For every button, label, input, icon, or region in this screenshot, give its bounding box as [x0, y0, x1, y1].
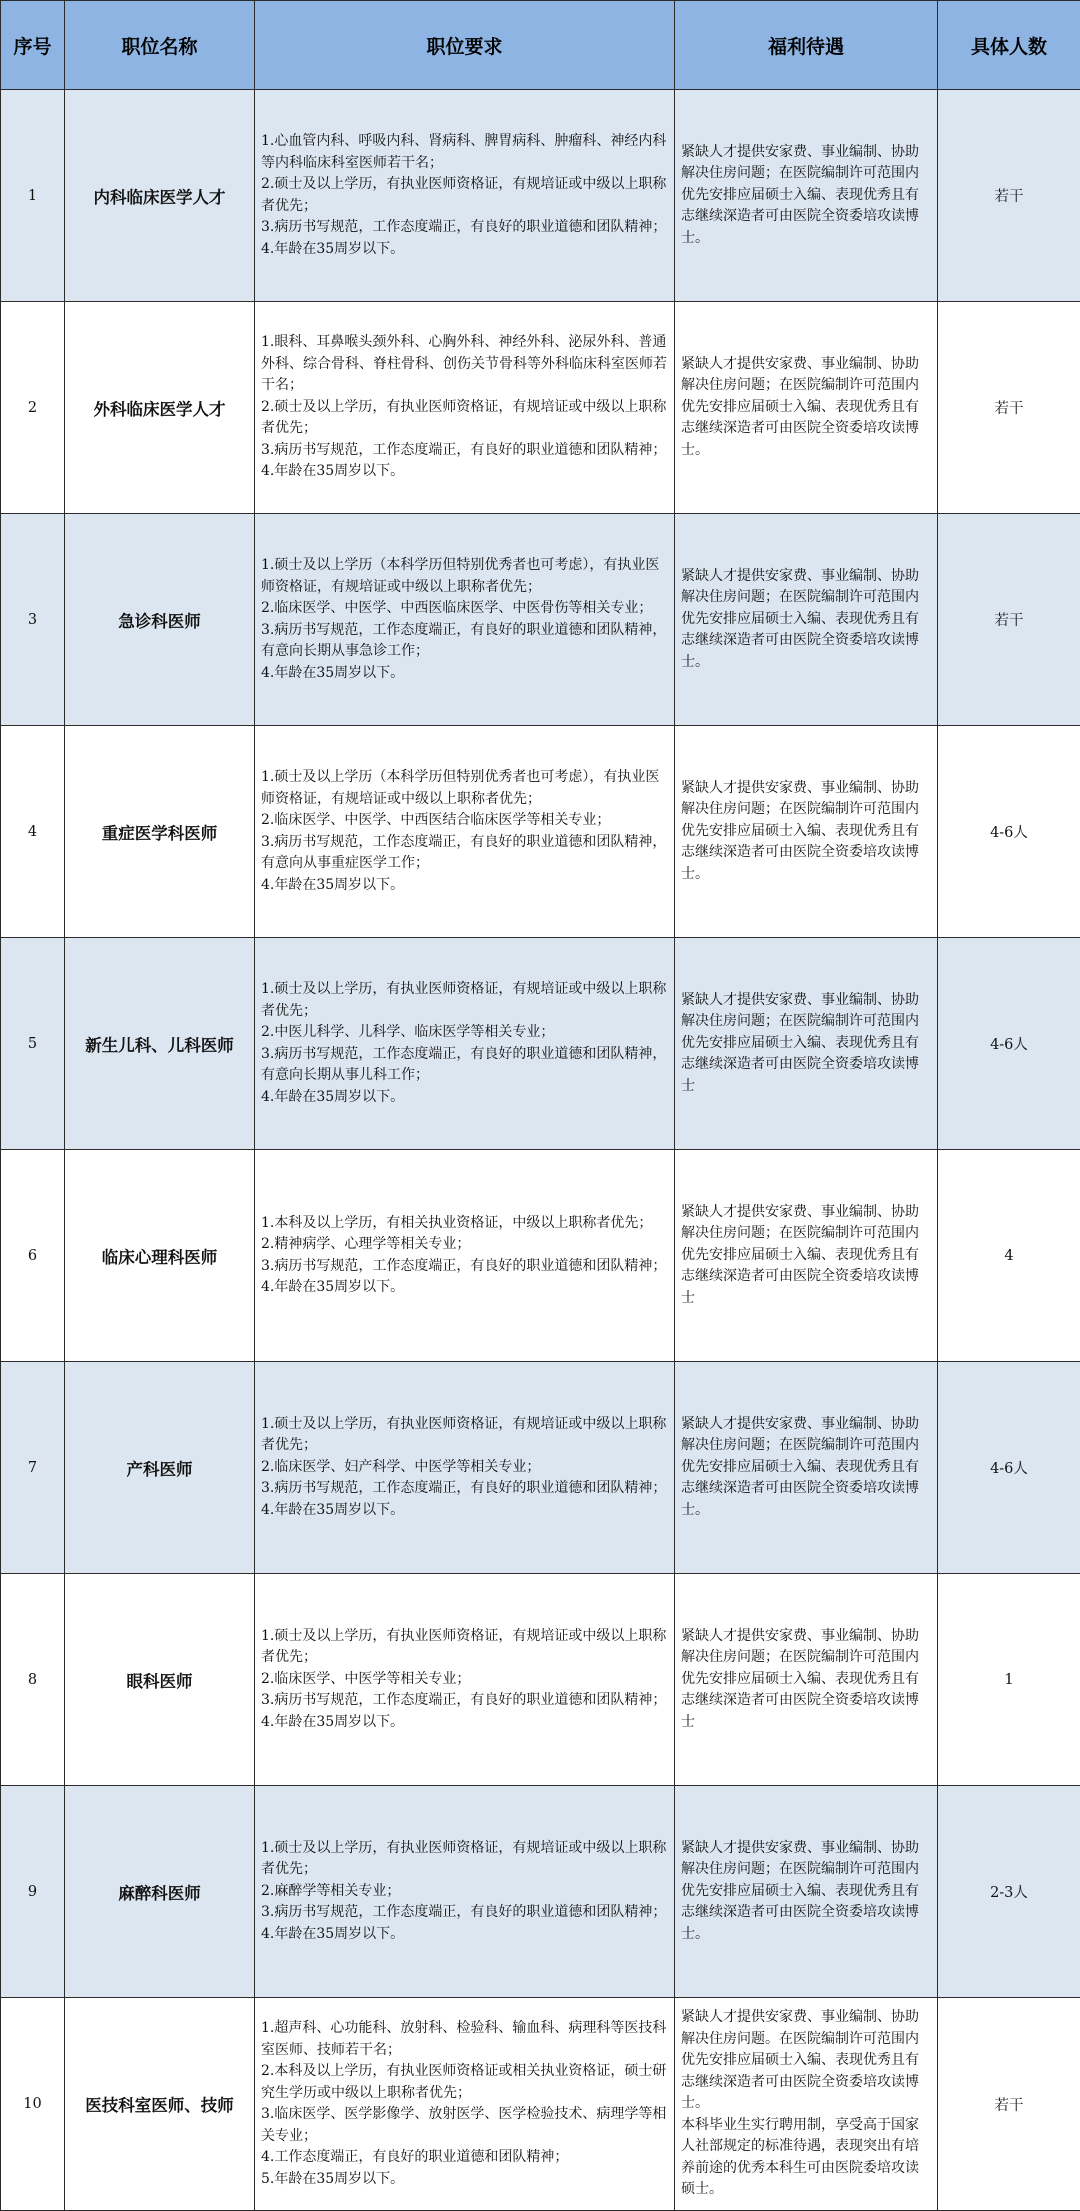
position-count: 4-6人	[938, 1362, 1080, 1574]
header-row	[1, 1, 1080, 90]
position-requirements: 1.本科及以上学历，有相关执业资格证，中级以上职称者优先； 2.精神病学、心理学等相关专业； 3.病历书写规范，工作态度端正，有良好的职业道德和团队精神； 4.年龄在35周岁以下。	[255, 1150, 675, 1362]
table-row	[1, 1362, 1080, 1574]
position-count: 若干	[938, 90, 1080, 302]
position-title: 医技科室医师、技师	[65, 1998, 255, 2211]
table-row	[1, 938, 1080, 1150]
position-title: 外科临床医学人才	[65, 302, 255, 514]
row-number: 7	[1, 1362, 65, 1574]
position-count: 2-3人	[938, 1786, 1080, 1998]
table-row	[1, 1574, 1080, 1786]
header-count: 具体人数	[938, 1, 1080, 90]
position-title: 临床心理科医师	[65, 1150, 255, 1362]
position-requirements: 1.眼科、耳鼻喉头颈外科、心胸外科、神经外科、泌尿外科、普通外科、综合骨科、脊柱骨科、创伤关节骨科等外科临床科室医师若干名； 2.硕士及以上学历，有执业医师资格证，有规培证或中级以上职称者优先； 3.病历书写规范，工作态度端正，有良好的职业道德和团队精神； 4.年龄在35周岁以下。	[255, 302, 675, 514]
position-benefits: 紧缺人才提供安家费、事业编制、协助解决住房问题；在医院编制许可范围内优先安排应届硕士入编、表现优秀且有志继续深造者可由医院全资委培攻读博士。	[675, 302, 938, 514]
row-number: 8	[1, 1574, 65, 1786]
row-number: 2	[1, 302, 65, 514]
position-requirements: 1.硕士及以上学历（本科学历但特别优秀者也可考虑），有执业医师资格证，有规培证或中级以上职称者优先； 2.临床医学、中医学、中西医结合临床医学等相关专业； 3.病历书写规范，工作态度端正，有良好的职业道德和团队精神，有意向从事重症医学工作； 4.年龄在35周岁以下。	[255, 726, 675, 938]
position-count: 4-6人	[938, 938, 1080, 1150]
position-title: 急诊科医师	[65, 514, 255, 726]
position-count: 若干	[938, 1998, 1080, 2211]
position-title: 眼科医师	[65, 1574, 255, 1786]
position-requirements: 1.硕士及以上学历，有执业医师资格证，有规培证或中级以上职称者优先； 2.临床医学、中医学等相关专业； 3.病历书写规范，工作态度端正，有良好的职业道德和团队精神； 4.年龄在35周岁以下。	[255, 1574, 675, 1786]
position-title: 产科医师	[65, 1362, 255, 1574]
table-row	[1, 514, 1080, 726]
row-number: 4	[1, 726, 65, 938]
position-title: 麻醉科医师	[65, 1786, 255, 1998]
position-requirements: 1.硕士及以上学历，有执业医师资格证，有规培证或中级以上职称者优先； 2.临床医学、妇产科学、中医学等相关专业； 3.病历书写规范，工作态度端正，有良好的职业道德和团队精神； 4.年龄在35周岁以下。	[255, 1362, 675, 1574]
table-row	[1, 1150, 1080, 1362]
header-requirements: 职位要求	[255, 1, 675, 90]
header-no: 序号	[1, 1, 65, 90]
position-benefits: 紧缺人才提供安家费、事业编制、协助解决住房问题；在医院编制许可范围内优先安排应届硕士入编、表现优秀且有志继续深造者可由医院全资委培攻读博士	[675, 938, 938, 1150]
row-number: 1	[1, 90, 65, 302]
position-benefits: 紧缺人才提供安家费、事业编制、协助解决住房问题；在医院编制许可范围内优先安排应届硕士入编、表现优秀且有志继续深造者可由医院全资委培攻读博士。	[675, 726, 938, 938]
position-requirements: 1.超声科、心功能科、放射科、检验科、输血科、病理科等医技科室医师、技师若干名； 2.本科及以上学历，有执业医师资格证或相关执业资格证，硕士研究生学历或中级以上职称者优先； 3.临床医学、医学影像学、放射医学、医学检验技术、病理学等相关专业； 4.工作态度端正，有良好的职业道德和团队精神； 5.年龄在35周岁以下。	[255, 1998, 675, 2211]
position-count: 若干	[938, 514, 1080, 726]
row-number: 9	[1, 1786, 65, 1998]
table-row	[1, 1786, 1080, 1998]
table-row	[1, 1998, 1080, 2211]
row-number: 6	[1, 1150, 65, 1362]
position-benefits: 紧缺人才提供安家费、事业编制、协助解决住房问题；在医院编制许可范围内优先安排应届硕士入编、表现优秀且有志继续深造者可由医院全资委培攻读博士	[675, 1574, 938, 1786]
table-row	[1, 302, 1080, 514]
header-title: 职位名称	[65, 1, 255, 90]
position-benefits: 紧缺人才提供安家费、事业编制、协助解决住房问题；在医院编制许可范围内优先安排应届硕士入编、表现优秀且有志继续深造者可由医院全资委培攻读博士。	[675, 514, 938, 726]
position-benefits: 紧缺人才提供安家费、事业编制、协助解决住房问题；在医院编制许可范围内优先安排应届硕士入编、表现优秀且有志继续深造者可由医院全资委培攻读博士。	[675, 1362, 938, 1574]
position-requirements: 1.硕士及以上学历，有执业医师资格证，有规培证或中级以上职称者优先； 2.麻醉学等相关专业； 3.病历书写规范，工作态度端正，有良好的职业道德和团队精神； 4.年龄在35周岁以下。	[255, 1786, 675, 1998]
position-count: 若干	[938, 302, 1080, 514]
table-row	[1, 726, 1080, 938]
position-requirements: 1.硕士及以上学历（本科学历但特别优秀者也可考虑），有执业医师资格证，有规培证或中级以上职称者优先； 2.临床医学、中医学、中西医临床医学、中医骨伤等相关专业； 3.病历书写规范，工作态度端正，有良好的职业道德和团队精神，有意向长期从事急诊工作； 4.年龄在35周岁以下。	[255, 514, 675, 726]
position-benefits: 紧缺人才提供安家费、事业编制、协助解决住房问题；在医院编制许可范围内优先安排应届硕士入编、表现优秀且有志继续深造者可由医院全资委培攻读博士。	[675, 90, 938, 302]
table-row	[1, 90, 1080, 302]
position-title: 新生儿科、儿科医师	[65, 938, 255, 1150]
row-number: 3	[1, 514, 65, 726]
row-number: 5	[1, 938, 65, 1150]
position-title: 重症医学科医师	[65, 726, 255, 938]
position-count: 1	[938, 1574, 1080, 1786]
position-count: 4-6人	[938, 726, 1080, 938]
position-benefits: 紧缺人才提供安家费、事业编制、协助解决住房问题；在医院编制许可范围内优先安排应届硕士入编、表现优秀且有志继续深造者可由医院全资委培攻读博士。	[675, 1786, 938, 1998]
header-benefits: 福利待遇	[675, 1, 938, 90]
position-requirements: 1.心血管内科、呼吸内科、肾病科、脾胃病科、肿瘤科、神经内科等内科临床科室医师若干名； 2.硕士及以上学历，有执业医师资格证，有规培证或中级以上职称者优先； 3.病历书写规范，工作态度端正，有良好的职业道德和团队精神； 4.年龄在35周岁以下。	[255, 90, 675, 302]
position-count: 4	[938, 1150, 1080, 1362]
position-requirements: 1.硕士及以上学历，有执业医师资格证，有规培证或中级以上职称者优先； 2.中医儿科学、儿科学、临床医学等相关专业； 3.病历书写规范，工作态度端正，有良好的职业道德和团队精神，有意向长期从事儿科工作； 4.年龄在35周岁以下。	[255, 938, 675, 1150]
position-benefits: 紧缺人才提供安家费、事业编制、协助解决住房问题。在医院编制许可范围内优先安排应届硕士入编、表现优秀且有志继续深造者可由医院全资委培攻读博士。 本科毕业生实行聘用制，享受高于国家人社部规定的标准待遇，表现突出有培养前途的优秀本科生可由医院委培攻读硕士。	[675, 1998, 938, 2211]
position-benefits: 紧缺人才提供安家费、事业编制、协助解决住房问题；在医院编制许可范围内优先安排应届硕士入编、表现优秀且有志继续深造者可由医院全资委培攻读博士	[675, 1150, 938, 1362]
position-title: 内科临床医学人才	[65, 90, 255, 302]
row-number: 10	[1, 1998, 65, 2211]
